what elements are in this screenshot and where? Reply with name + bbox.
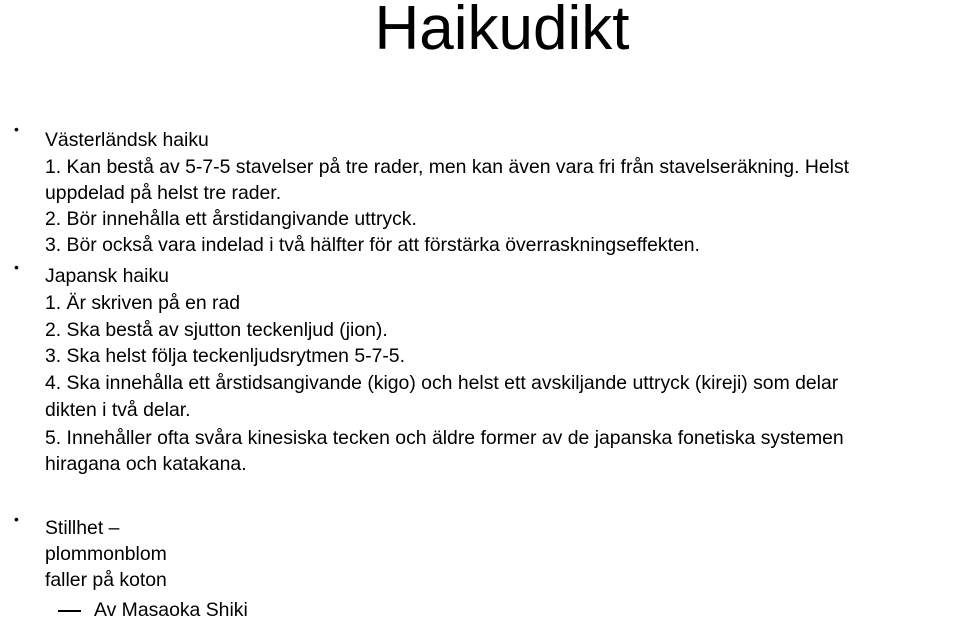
japanese-line-6: 5. Innehåller ofta svåra kinesiska tecken och äldre former av de japanska fonetiska systemen: [45, 427, 844, 449]
western-heading: Västerländsk haiku: [45, 129, 209, 151]
poem-line-2: plommonblom: [45, 543, 167, 565]
japanese-heading: Japansk haiku: [45, 265, 169, 287]
attribution-dash: [58, 610, 81, 612]
poem-line-1: Stillhet –: [45, 517, 120, 539]
japanese-line-5: dikten i två delar.: [45, 399, 191, 421]
western-line-2: uppdelad på helst tre rader.: [45, 182, 282, 204]
bullet-western: •: [14, 121, 19, 137]
japanese-line-1: 1. Är skriven på en rad: [45, 292, 241, 314]
japanese-line-7: hiragana och katakana.: [45, 453, 247, 475]
japanese-line-3: 3. Ska helst följa teckenljudsrytmen 5-7-5.: [45, 345, 405, 367]
bullet-poem: •: [14, 511, 19, 527]
western-line-4: 3. Bör också vara indelad i två hälfter för att förstärka överraskningseffekten.: [45, 234, 700, 256]
western-line-3: 2. Bör innehålla ett årstidangivande uttryck.: [45, 208, 417, 230]
japanese-line-4: 4. Ska innehålla ett årstidsangivande (kigo) och helst ett avskiljande uttryck (kireji) som delar: [45, 372, 839, 394]
japanese-line-2: 2. Ska bestå av sjutton teckenljud (jion).: [45, 319, 388, 341]
western-line-1: 1. Kan bestå av 5-7-5 stavelser på tre rader, men kan även vara fri från stavelseräkning. Helst: [45, 156, 850, 178]
bullet-japanese: •: [14, 259, 19, 275]
poem-attribution: Av Masaoka Shiki: [94, 599, 248, 621]
poem-line-3: faller på koton: [45, 569, 167, 591]
page-title: Haikudikt: [374, 0, 630, 63]
